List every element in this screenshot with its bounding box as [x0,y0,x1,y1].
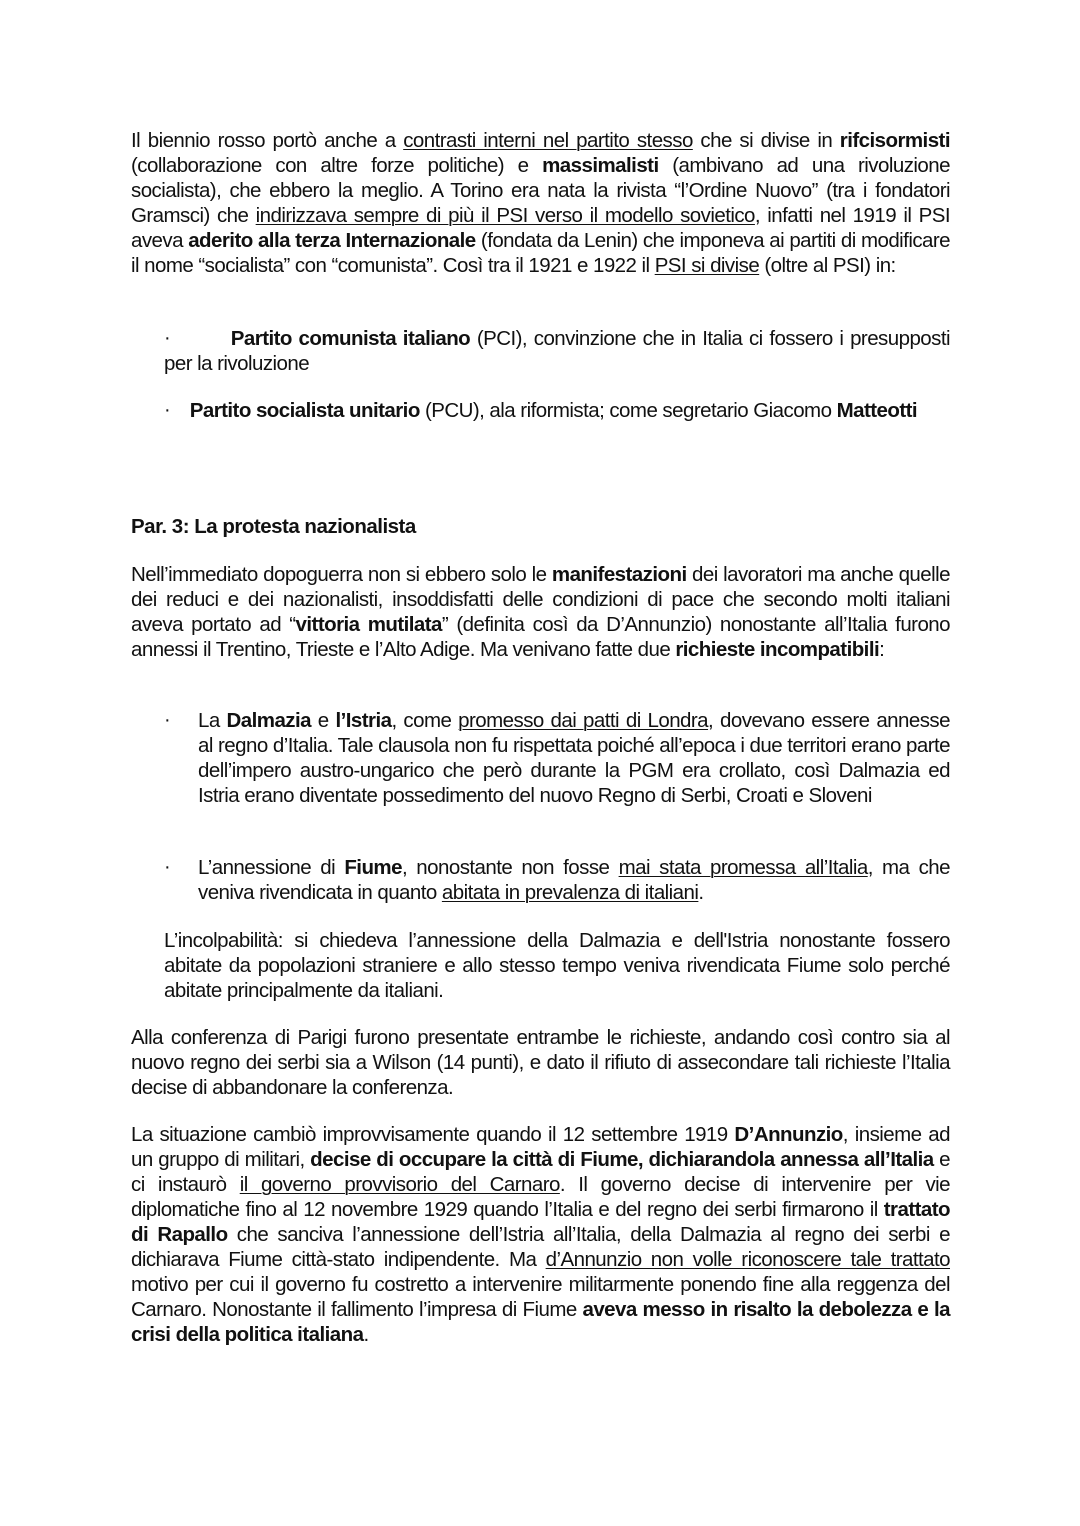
bullet-icon: · [164,709,171,731]
text-run: motivo per cui il governo fu costretto a intervenire militarmente ponendo fine alla reggenza del Carnaro. Nonostante il fallimento l’impresa di Fiume [131,1273,950,1321]
bold-text: richieste incompatibili [675,638,880,661]
paragraph-fiume-enterprise [131,1122,950,1347]
list-item-dalmazia-istria-text [198,708,950,808]
bold-text: decise di occupare la città di Fiume, dichiarandola annessa all’Italia [310,1148,934,1171]
paragraph-paris-conference [131,1025,950,1100]
list-item-fiume [164,855,950,905]
text-run [164,399,190,422]
text-run: , insieme ad un gruppo di militari, [131,1123,950,1171]
paragraph-postwar [131,562,950,662]
text-run: L’incolpabilità: si chiedeva l’annessione della Dalmazia e dell'Istria nonostante fossero abitate da popolazioni straniere e allo stesso tempo veniva rivendicata Fiume solo perché abitate principalmente da italiani. [164,929,950,1002]
text-run: (PCU), ala riformista; come segretario Giacomo [419,399,837,422]
text-run: (PCI), convinzione che in Italia ci fossero i presupposti per la rivoluzione [164,327,950,375]
bold-text: l’Istria [335,709,392,732]
text-run: e ci instaurò [131,1148,951,1196]
text-run: , ma che veniva rivendicata in quanto [198,856,950,904]
underlined-text: mai stata promessa all’Italia [618,856,868,879]
section-heading: Par. 3: La protesta nazionalista [131,515,416,538]
text-run: , dovevano essere annesse al regno d’Italia. Tale clausola non fu rispettata poiché all’epoca i due territori erano parte dell’impero austro-ungarico che però durante la PGM era crollato, così Dalmazia ed Istria erano diventate possedimento del nuovo Regno di Serbi, Croati e Sloveni [198,709,950,807]
bold-text: Partito comunista italiano [230,327,471,350]
text-run: (collaborazione con altre forze politiche) e [131,154,543,177]
bold-text: Dalmazia [226,709,311,732]
list-item-pcu: · Partito socialista unitario (PCU), ala riformista; come segretario Giacomo Matteotti [164,398,950,423]
underlined-text: indirizzava sempre di più il PSI verso il modello sovietico [255,204,755,227]
paragraph-incompatibility [164,928,950,1003]
list-item-fiume-text [198,855,950,905]
text-run: dei lavoratori ma anche quelle dei reduci e dei nazionalisti, insoddisfatti delle condizioni di pace che secondo molti italiani aveva portato ad “ [131,563,950,636]
bold-text: Fiume [344,856,402,879]
list-item-pci: · Partito comunista italiano (PCI), convinzione che in Italia ci fossero i presupposti per la rivoluzione [164,327,950,375]
bold-text: aveva messo in risalto la debolezza e la crisi della politica italiana [131,1298,950,1346]
text-run: (oltre al PSI) in: [759,254,896,277]
text-run: (ambivano ad una rivoluzione socialista), che ebbero la meglio. A Torino era nata la rivista “l’Ordine Nuovo” (tra i fondatori Gramsci) che [131,154,950,227]
underlined-text: PSI si divise [654,254,760,277]
text-run: Il biennio rosso portò anche a [131,129,404,152]
bold-text: aderito alla terza Internazionale [188,229,476,252]
text-run: . [698,881,704,904]
underlined-text: il governo provvisorio del Carnaro [239,1173,560,1196]
bold-text: Matteotti [836,399,918,422]
underlined-text: promesso dai patti di Londra [458,709,709,732]
text-run: (fondata da Lenin) che imponeva ai partiti di modificare il nome “socialista” con “comunista”. Così tra il 1921 e 1922 il [131,229,951,277]
list-item-pci-text [164,326,950,376]
bold-text: Partito socialista unitario [189,399,420,422]
text-run: , infatti nel 1919 il PSI aveva [131,204,950,252]
text-run: La situazione cambiò improvvisamente quando il 12 settembre 1919 [131,1123,735,1146]
bold-text: D’Annunzio [734,1123,843,1146]
text-run: . [363,1323,369,1346]
text-run: Alla conferenza di Parigi furono presentate entrambe le richieste, andando così contro sia al nuovo regno dei serbi sia a Wilson (14 punti), e dato il rifiuto di assecondare tali richieste l’Italia decise di abbandonare la conferenza. [131,1026,950,1099]
underlined-text: d’Annunzio non volle riconoscere tale trattato [545,1248,950,1271]
text-run: ” (definita così da D’Annunzio) nonostante all’Italia furono annessi il Trentino, Trieste e l’Alto Adige. Ma venivano fatte due [131,613,951,661]
text-run: , come [391,709,459,732]
bold-text: massimalisti [542,154,659,177]
text-run: La [198,709,227,732]
underlined-text: abitata in prevalenza di italiani [441,881,699,904]
text-run: , nonostante non fosse [401,856,619,879]
bold-text: rifcisormisti [839,129,950,152]
text-run: che si divise in [692,129,840,152]
text-run: : [879,638,885,661]
text-run [164,327,231,350]
bullet-icon: · [164,856,171,878]
bold-text: manifestazioni [551,563,687,586]
underlined-text: contrasti interni nel partito stesso [403,129,693,152]
paragraph-biennio-rosso [131,128,950,278]
text-run: . Il governo decise di intervenire per vie diplomatiche fino al 12 novembre 1929 quando l’Italia e del regno dei serbi firmarono il [131,1173,951,1221]
text-run: che sanciva l’annessione dell’Istria all’Italia, della Dalmazia al regno dei serbi e dichiarava Fiume città-stato indipendente. Ma [131,1223,950,1271]
list-item-pcu-text [164,398,950,423]
text-run: e [311,709,336,732]
bold-text: trattato di Rapallo [131,1198,950,1246]
list-item-dalmazia-istria [164,708,950,808]
bold-text: vittoria mutilata [295,613,442,636]
text-run: Nell’immediato dopoguerra non si ebbero solo le [131,563,552,586]
text-run: L’annessione di [198,856,345,879]
